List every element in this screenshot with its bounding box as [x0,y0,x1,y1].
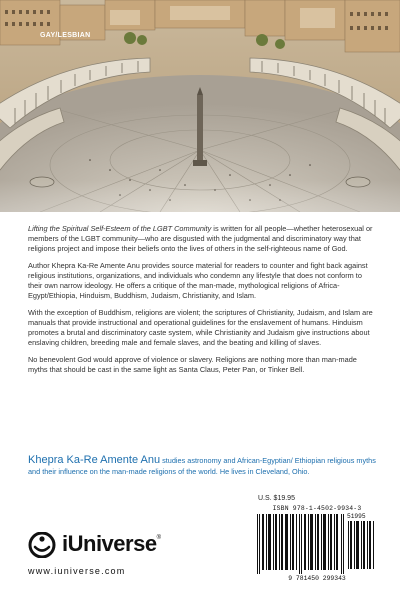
publisher-logo [28,530,188,560]
category-label: GAY/LESBIAN [40,32,91,39]
publisher-name [62,531,160,557]
author-name: Khepra Ka-Re Amente Anu [28,454,161,466]
isbn-text: ISBN 978-1-4502-9934-3 [272,505,362,512]
price-label: U.S. $19.95 [258,495,295,502]
isbn-barcode [255,505,379,583]
author-bio [28,455,378,477]
cover-photo-st-peters-square [0,0,400,212]
blurb-paragraph-4: No benevolent God would approve of violence or slavery. Religions are nothing more than man-made myths that should be cast in the same light as Santa Claus, Peter Pan, or Tinker Bell. [28,355,357,374]
barcode-bars [257,514,345,574]
publisher-name-text: iUniverse [62,531,157,556]
blurb-p1-rest: is written for all people—whether heterosexual or members of the LGBT community—who are disgusted with the judgmental and discriminatory way that religions project and impose their beliefs onto the lives of others in the self-righteous name of God. [28,224,373,253]
blurb-paragraph-2: Author Khepra Ka-Re Amente Anu provides source material for readers to counter and fight back against religious institutions, organizations, and individuals who condemn any lifestyle that does not conform to their own narrow ideology. He offers a critique of the man-made, mythological religions of Africa-Egypt/Ethiopia, Hinduism, Buddhism, Judaism, Christianity, and Islam. [28,261,368,300]
trademark-symbol: ® [156,535,161,541]
publisher-website: www.iuniverse.com [28,566,126,576]
blurb-paragraph-1 [28,224,376,254]
back-cover-blurb [28,224,376,382]
price-barcode-bars [348,521,376,569]
blurb-paragraph-3: With the exception of Buddhism, religions are violent; the scriptures of Christianity, Judaism, and Islam are manuals that provide instructional and operational guidelines for the enslavement of humans. Hinduism promotes a brutal and discriminatory caste system, while Christianity and Judaism give instructions about enslaving children, breeding male and female slaves, and the beating and killing of slaves. [28,308,373,347]
book-title-italic: Lifting the Spiritual Self-Esteem of the LGBT Community [28,224,212,233]
iuniverse-mark-icon [28,532,56,558]
barcode-digits: 9 781450 299343 [288,575,346,582]
price-code: 51995 [347,513,366,520]
author-bio-text: studies astronomy and African-Egyptian/ Ethiopian religious myths and their influence on the man-made religions of the world. He lives in Cleveland, Ohio. [28,456,376,476]
